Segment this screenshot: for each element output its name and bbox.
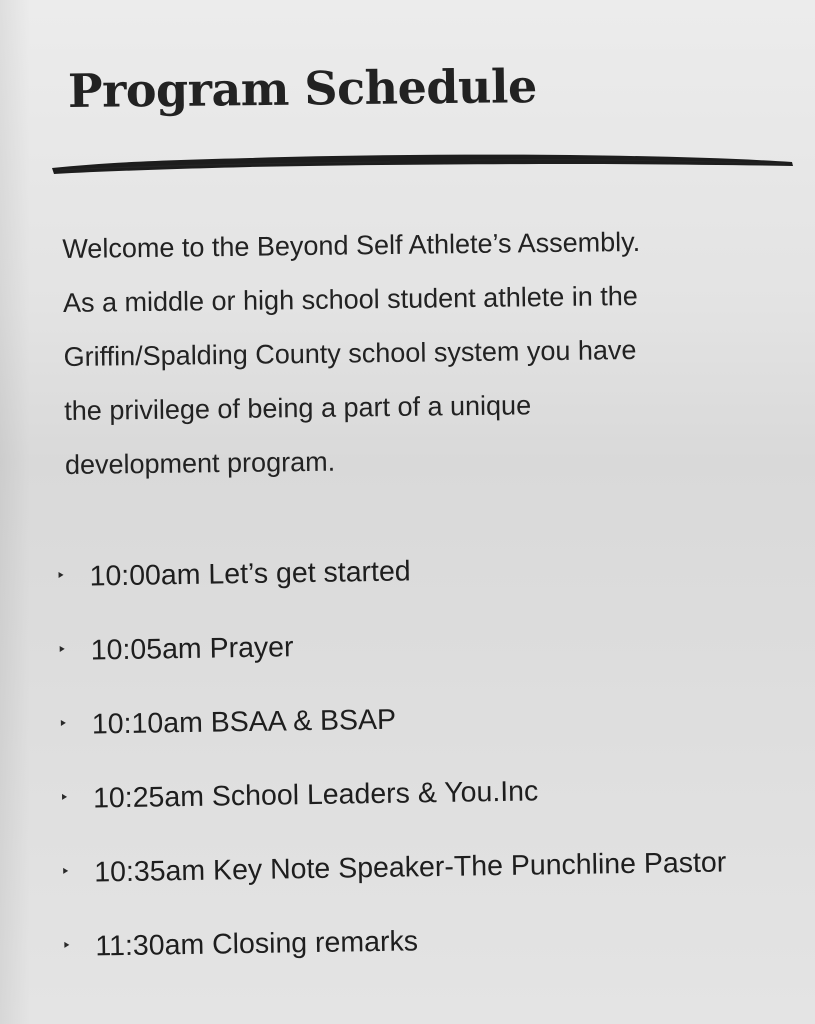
intro-line: As a middle or high school student athlete in the bbox=[62, 280, 638, 318]
schedule-item-text: 10:00am Let’s get started bbox=[89, 554, 411, 592]
triangle-bullet-icon bbox=[61, 720, 66, 726]
page-edge-shadow bbox=[0, 0, 30, 1024]
intro-line: development program. bbox=[64, 446, 336, 480]
schedule-item bbox=[62, 898, 815, 984]
intro-line: Griffin/Spalding County school system you have bbox=[63, 334, 637, 372]
schedule-item-text: 10:10am BSAA & BSAP bbox=[91, 703, 397, 740]
page-title: Program Schedule bbox=[67, 59, 537, 118]
schedule-item-text: 10:25am School Leaders & You.Inc bbox=[92, 774, 539, 814]
intro-line: Welcome to the Beyond Self Athlete’s Assembly. bbox=[62, 226, 641, 264]
triangle-bullet-icon bbox=[59, 572, 64, 578]
schedule-item bbox=[61, 824, 815, 910]
intro-line: the privilege of being a part of a unique bbox=[64, 390, 532, 426]
triangle-bullet-icon bbox=[62, 794, 67, 800]
schedule-list bbox=[56, 528, 815, 984]
schedule-item bbox=[56, 528, 812, 614]
triangle-bullet-icon bbox=[63, 868, 68, 874]
schedule-item bbox=[59, 750, 815, 836]
schedule-item bbox=[58, 676, 814, 762]
triangle-bullet-icon bbox=[60, 646, 65, 652]
schedule-item bbox=[57, 602, 813, 688]
schedule-item-text: 10:05am Prayer bbox=[90, 630, 294, 666]
brush-stroke-divider bbox=[50, 146, 795, 178]
triangle-bullet-icon bbox=[64, 942, 69, 948]
intro-paragraph bbox=[62, 213, 765, 492]
schedule-item-text: 11:30am Closing remarks bbox=[95, 924, 419, 962]
schedule-item-text: 10:35am Key Note Speaker-The Punchline Pastor bbox=[93, 846, 727, 888]
